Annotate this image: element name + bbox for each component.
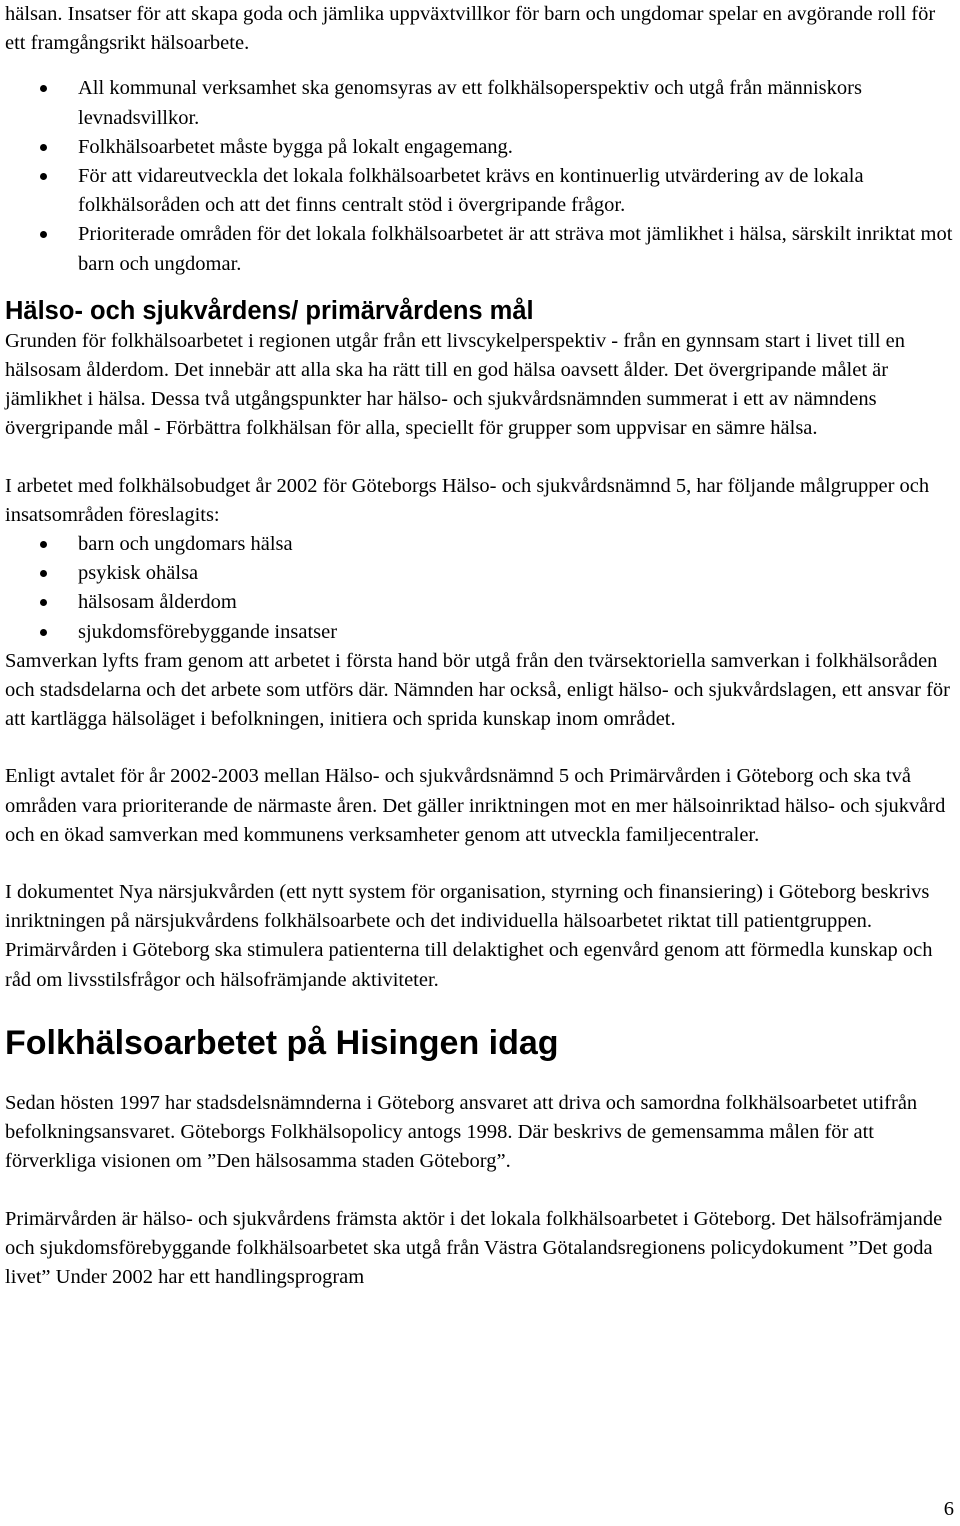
document-page <box>5 0 955 1292</box>
target-groups-list <box>5 530 955 647</box>
bullet-icon <box>40 173 47 180</box>
bullet-icon <box>40 541 47 548</box>
paragraph: Sedan hösten 1997 har stadsdelsnämnderna i Göteborg ansvaret att driva och samordna folkhälsoarbetet utifrån befolkningsansvaret. Göteborgs Folkhälsopolicy antogs 1998. Där beskrivs de gemensamma målen för att förverkliga visionen om ”Den hälsosamma staden Göteborg”. <box>5 1091 918 1173</box>
paragraph: Primärvården är hälso- och sjukvårdens främsta aktör i det lokala folkhälsoarbetet i Göteborg. Det hälsofrämjande och sjukdomsförebyggande folkhälsoarbetet ska utgå från Västra Götalandsregionens policydokument ”Det goda livet” Under 2002 har ett handlingsprogram <box>5 1207 943 1288</box>
list-item: All kommunal verksamhet ska genomsyras av ett folkhälsoperspektiv och utgå från människors levnadsvillkor. <box>5 74 955 132</box>
paragraph: Enligt avtalet för år 2002-2003 mellan Hälso- och sjukvårdsnämnd 5 och Primärvården i Göteborg och ska två områden vara prioriterande de närmaste åren. Det gäller inriktningen mot en mer hälsoinriktad hälso- och sjukvård och en ökad samverkan med kommunens verksamheter genom att utveckla familjecentraler. <box>5 765 946 846</box>
paragraph: I arbetet med folkhälsobudget år 2002 för Göteborgs Hälso- och sjukvårdsnämnd 5, har följande målgrupper och insatsområden föreslagits: <box>5 474 930 526</box>
list-item: barn och ungdomars hälsa <box>5 530 955 559</box>
intro-paragraph: hälsan. Insatser för att skapa goda och jämlika uppväxtvillkor för barn och ungdomar spelar en avgörande roll för ett framgångsrikt hälsoarbete. <box>5 3 936 55</box>
bullet-icon <box>40 144 47 151</box>
list-item: hälsosam ålderdom <box>5 588 955 617</box>
bullet-icon <box>40 231 47 238</box>
list-item: För att vidareutveckla det lokala folkhälsoarbetet krävs en kontinuerlig utvärdering av de lokala folkhälsoråden och att det finns centralt stöd i övergripande frågor. <box>5 162 955 220</box>
page-number: 6 <box>943 1498 954 1520</box>
list-item: psykisk ohälsa <box>5 559 955 588</box>
list-item: Folkhälsoarbetet måste bygga på lokalt engagemang. <box>5 133 955 162</box>
list-item: Prioriterade områden för det lokala folkhälsoarbetet är att sträva mot jämlikhet i hälsa, särskilt inriktat mot barn och ungdomar. <box>5 220 955 278</box>
bullet-icon <box>40 85 47 92</box>
paragraph: I dokumentet Nya närsjukvården (ett nytt system för organisation, styrning och finansiering) i Göteborg beskrivs inriktningen på närsjukvårdens folkhälsoarbete och det individuella hälsoarbetet riktat till patientgruppen. Primärvården i Göteborg ska stimulera patienterna till delaktighet och egenvård genom att förmedla kunskap och råd om livsstilsfrågor och hälsofrämjande aktiviteter. <box>5 881 933 991</box>
page-heading: Folkhälsoarbetet på Hisingen idag <box>5 1023 559 1062</box>
bullet-icon <box>40 599 47 606</box>
list-item: sjukdomsförebyggande insatser <box>5 618 955 647</box>
bullet-icon <box>40 629 47 636</box>
principles-list <box>5 74 955 278</box>
section-heading: Hälso- och sjukvårdens/ primärvårdens mål <box>5 296 534 325</box>
paragraph: Grunden för folkhälsoarbetet i regionen utgår från ett livscykelperspektiv - från en gynnsam start i livet till en hälsosam ålderdom. Det innebär att alla ska ha rätt till en god hälsa oavsett ålder. Det övergripande målet är jämlikhet i hälsa. Dessa två utgångspunkter har hälso- och sjukvårdsnämnden summerat i ett av nämndens övergripande mål - Förbättra folkhälsan för alla, speciellt för grupper som uppvisar en sämre hälsa. <box>5 329 906 440</box>
paragraph: Samverkan lyfts fram genom att arbetet i första hand bör utgå från den tvärsektoriella samverkan i folkhälsoråden och stadsdelarna och det arbete som utförs där. Nämnden har också, enligt hälso- och sjukvårdslagen, ett ansvar för att kartlägga hälsoläget i befolkningen, initiera och sprida kunskap inom området. <box>5 649 950 731</box>
bullet-icon <box>40 570 47 577</box>
